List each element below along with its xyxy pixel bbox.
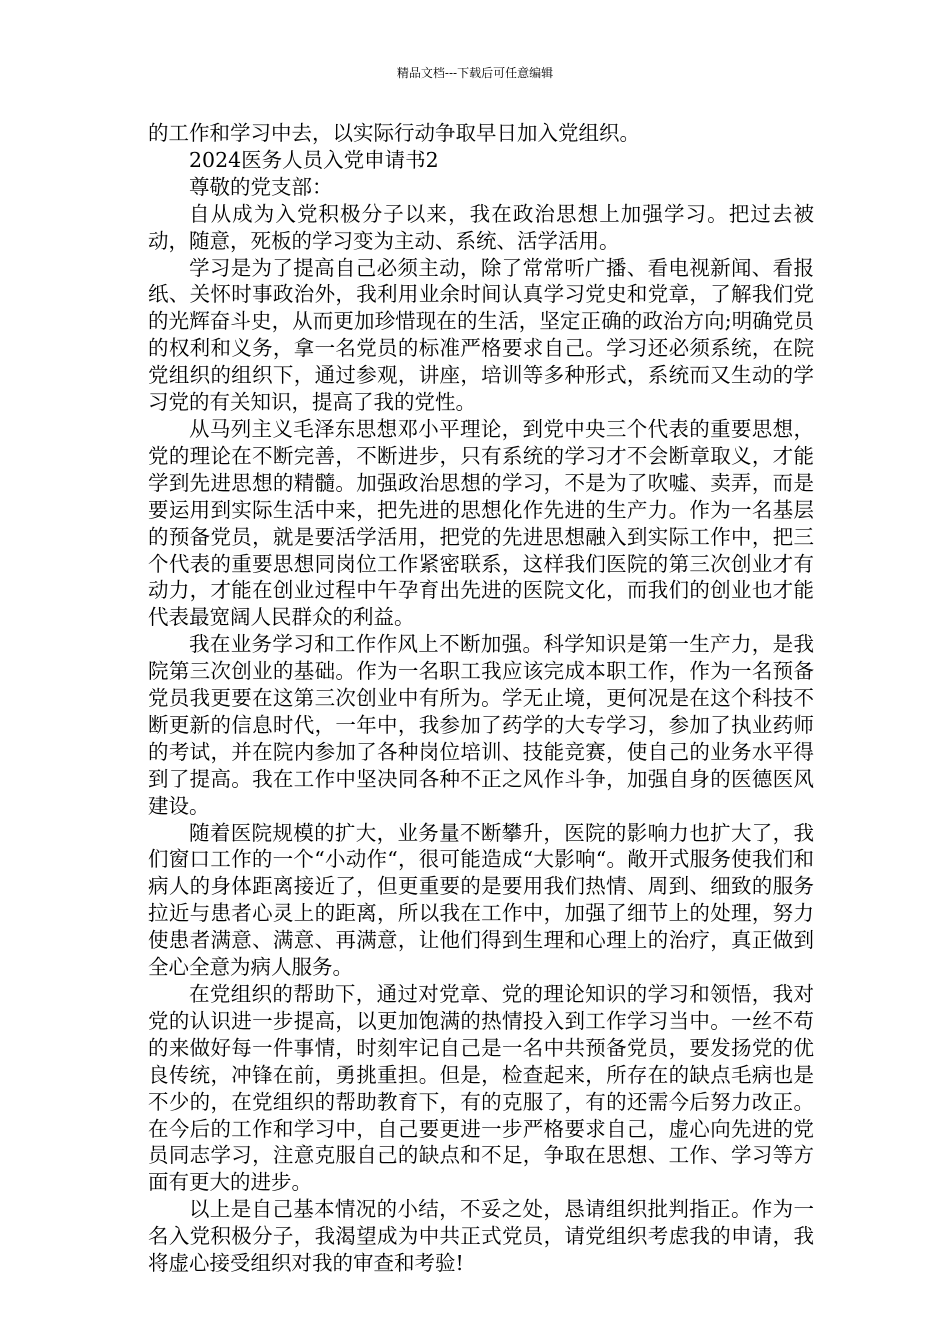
- closing-paragraph: 以上是自己基本情况的小结，不妥之处，恳请组织批判指正。作为一名入党积极分子，我渴望成为中共正式党员，请党组织考虑我的申请，我将虚心接受组织对我的审查和考验!: [148, 1197, 814, 1276]
- paragraph: 自从成为入党积极分子以来，我在政治思想上加强学习。把过去被动，随意，死板的学习变为主动、系统、活学活用。: [148, 201, 814, 253]
- document-body: [148, 120, 814, 1277]
- salutation: 尊敬的党支部：: [189, 174, 333, 199]
- page-header: 精品文档---下载后可任意编辑: [396, 66, 554, 80]
- paragraph: 从马列主义毛泽东思想邓小平理论，到党中央三个代表的重要思想，党的理论在不断完善，不断进步，只有系统的学习才不会断章取义，才能学到先进思想的精髓。加强政治思想的学习，不是为了吹嘘、卖弄，而是要运用到实际生活中来，把先进的思想化作先进的生产力。作为一名基层的预备党员，就是要活学活用，把党的先进思想融入到实际工作中，把三个代表的重要思想同岗位工作紧密联系，这样我们医院的第三次创业才有动力，才能在创业过程中午孕育出先进的医院文化，而我们的创业也才能代表最宽阔人民群众的利益。: [148, 416, 814, 630]
- document-title: 2024医务人员入党申请书2: [189, 147, 439, 172]
- paragraph: 在党组织的帮助下，通过对党章、党的理论知识的学习和领悟，我对党的认识进一步提高，以更加饱满的热情投入到工作学习当中。一丝不苟的来做好每一件事情，时刻牢记自己是一名中共预备党员，要发扬党的优良传统，冲锋在前，勇挑重担。但是，检查起来，所存在的缺点毛病也是不少的，在党组织的帮助教育下，有的克服了，有的还需今后努力改正。在今后的工作和学习中，自己要更进一步严格要求自己，虚心向先进的党员同志学习，注意克服自己的缺点和不足，争取在思想、工作、学习等方面有更大的进步。: [148, 982, 814, 1195]
- paragraph-continuation: 的工作和学习中去，以实际行动争取早日加入党组织。: [148, 121, 640, 145]
- paragraph: 学习是为了提高自己必须主动，除了常常听广播、看电视新闻、看报纸、关怀时事政治外，我利用业余时间认真学习党史和党章，了解我们党的光辉奋斗史，从而更加珍惜现在的生活，坚定正确的政治方向;明确党员的权利和义务，拿一名党员的标准严格要求自己。学习还必须系统，在院党组织的组织下，通过参观，讲座，培训等多种形式，系统而又生动的学习党的有关知识，提高了我的党性。: [148, 255, 814, 415]
- paragraph: 随着医院规模的扩大，业务量不断攀升，医院的影响力也扩大了，我们窗口工作的一个“小动作“，很可能造成“大影响“。敞开式服务使我们和病人的身体距离接近了，但更重要的是要用我们热情、周到、细致的服务拉近与患者心灵上的距离，所以我在工作中，加强了细节上的处理，努力使患者满意、满意、再满意，让他们得到生理和心理上的治疗，真正做到全心全意为病人服务。: [148, 820, 814, 980]
- paragraph: 我在业务学习和工作作风上不断加强。科学知识是第一生产力，是我院第三次创业的基础。作为一名职工我应该完成本职工作，作为一名预备党员我更要在这第三次创业中有所为。学无止境，更何况是在这个科技不断更新的信息时代，一年中，我参加了药学的大专学习，参加了执业药师的考试，并在院内参加了各种岗位培训、技能竞赛，使自己的业务水平得到了提高。我在工作中坚决同各种不正之风作斗争，加强自身的医德医风建设。: [148, 632, 814, 818]
